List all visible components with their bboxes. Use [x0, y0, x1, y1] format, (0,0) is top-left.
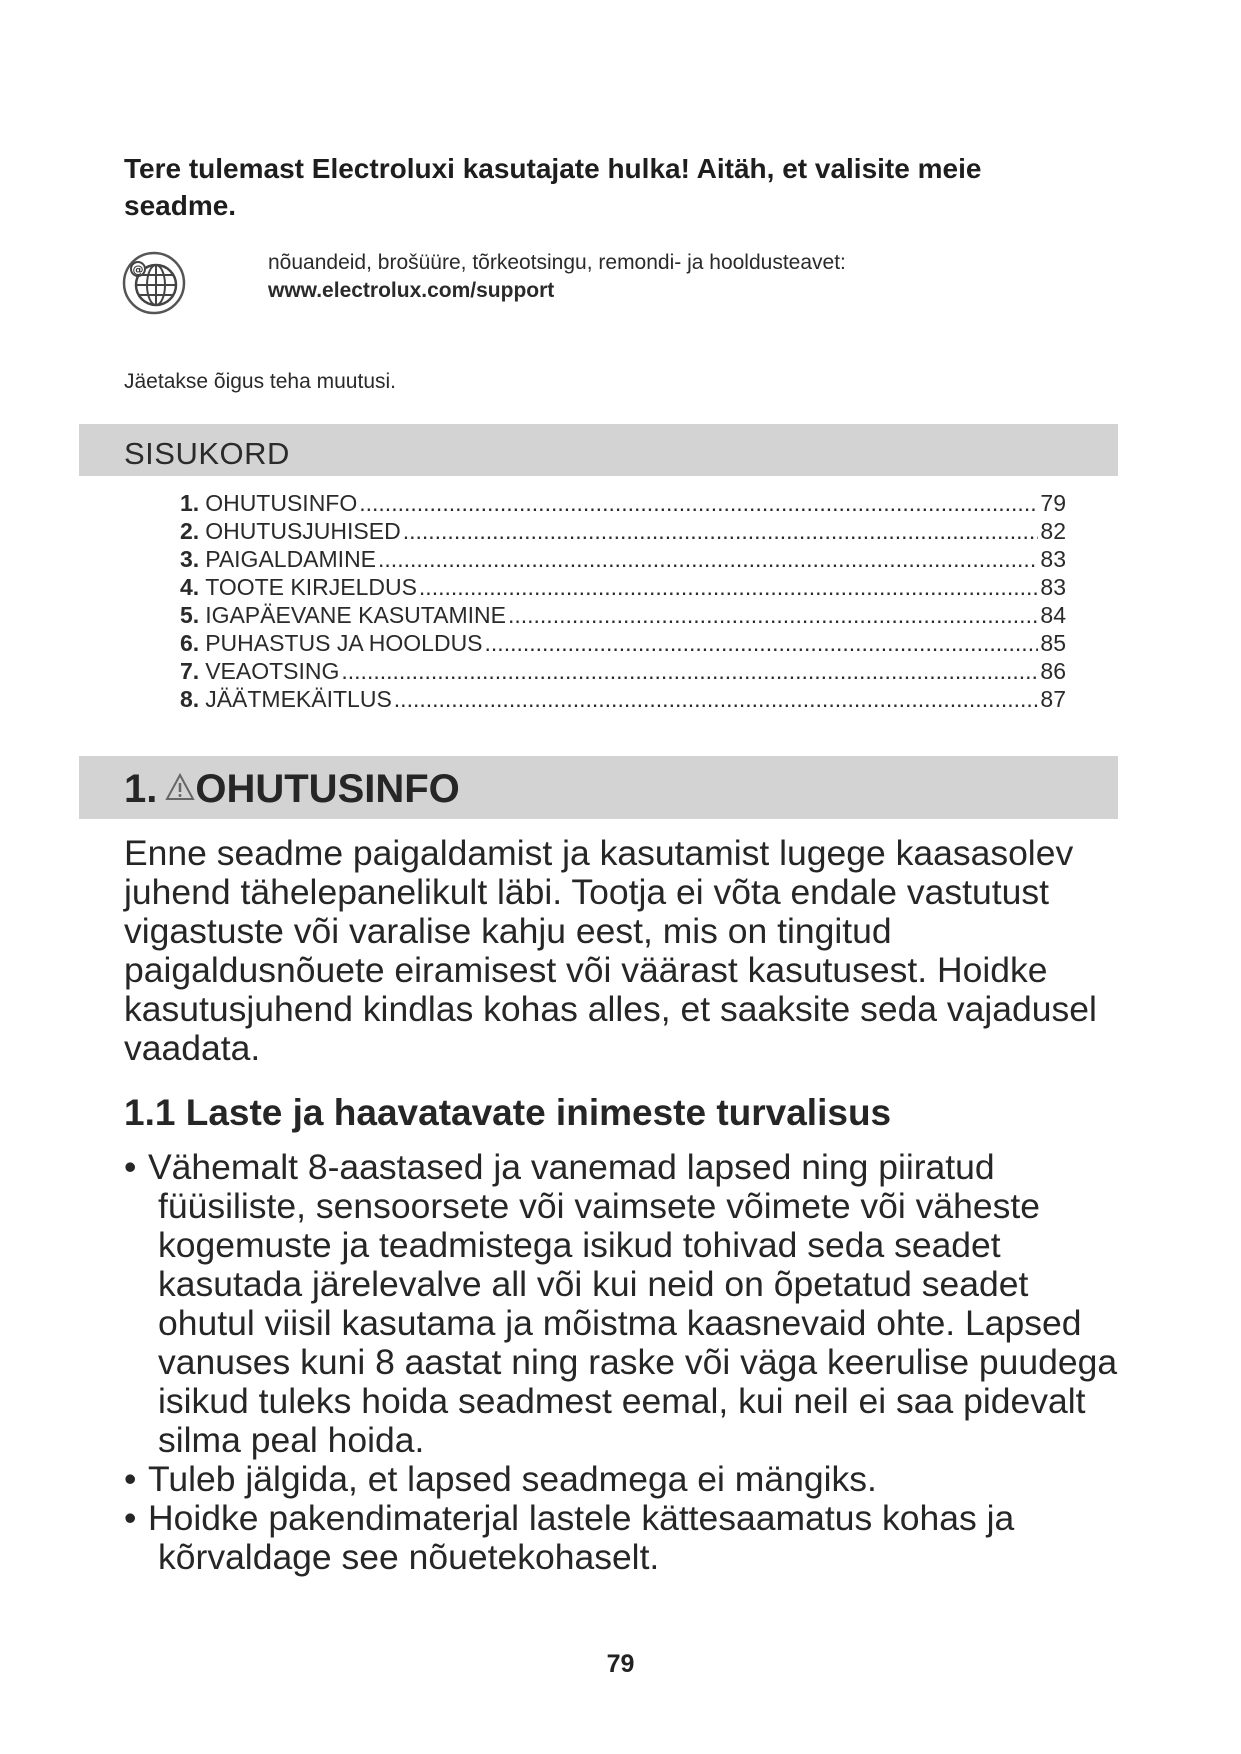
toc-item-page: 83 — [1040, 574, 1066, 600]
toc-item-label: JÄÄTMEKÄITLUS — [205, 686, 392, 712]
toc-item-number: 7. — [180, 658, 200, 684]
toc-leader — [359, 490, 1038, 517]
toc-item[interactable] — [180, 546, 1066, 574]
page-number: 79 — [606, 1650, 635, 1678]
section-number: 1. — [124, 767, 158, 811]
toc-item[interactable] — [180, 518, 1066, 546]
toc-item-page: 79 — [1040, 490, 1066, 516]
safety-bullet-list — [124, 1148, 1124, 1577]
support-description: nõuandeid, brošüüre, tõrkeotsingu, remondi- ja hooldusteavet: — [268, 251, 846, 274]
toc-item-label: OHUTUSJUHISED — [205, 518, 401, 544]
toc-item-number: 3. — [180, 546, 200, 572]
toc-leader — [378, 546, 1038, 573]
list-item: • Vähemalt 8-aastased ja vanemad lapsed ning piiratud füüsiliste, sensoorsete või vaimsete võimete või väheste kogemuste ja teadmistega isikud tohivad seda seadet kasutada järelevalve all või kui neid on õpetatud seadet ohutul viisil kasutama ja mõistma kaasnevaid ohte. Lapsed vanuses kuni 8 aastat ning raske või väga keerulise puudega isikud tuleks hoida seadmest eemal, kui neil ei saa pidevalt silma peal hoida. — [124, 1147, 1118, 1460]
welcome-heading: Tere tulemast Electroluxi kasutajate hulka! Aitäh, et valisite meie seadme. — [124, 153, 982, 221]
rights-notice: Jäetakse õigus teha muutusi. — [124, 370, 396, 393]
toc-item-label: PAIGALDAMINE — [205, 546, 377, 572]
list-item: • Hoidke pakendimaterjal lastele kättesaamatus kohas ja kõrvaldage see nõuetekohaselt. — [124, 1498, 1015, 1577]
toc-item-page: 85 — [1040, 630, 1066, 656]
toc-item[interactable] — [180, 658, 1066, 686]
toc-item[interactable] — [180, 630, 1066, 658]
toc-item-page: 84 — [1040, 602, 1066, 628]
toc-leader — [341, 658, 1038, 685]
toc-leader — [419, 574, 1038, 601]
list-item-text: Hoidke pakendimaterjal lastele kättesaamatus kohas ja kõrvaldage see nõuetekohaselt. — [148, 1498, 1015, 1577]
toc-item-number: 5. — [180, 602, 200, 628]
toc-item-number: 6. — [180, 630, 200, 656]
toc-item[interactable] — [180, 574, 1066, 602]
toc-item-number: 2. — [180, 518, 200, 544]
toc-leader — [403, 518, 1039, 545]
toc-leader — [508, 602, 1038, 629]
toc-header-bar — [79, 424, 1118, 476]
toc-item-number: 1. — [180, 490, 200, 516]
toc-item-page: 87 — [1040, 686, 1066, 712]
toc-item[interactable] — [180, 602, 1066, 630]
list-item-text: Vähemalt 8-aastased ja vanemad lapsed ning piiratud füüsiliste, sensoorsete või vaimsete võimete või väheste kogemuste ja teadmistega isikud tohivad seda seadet kasutada järelevalve all või kui neid on õpetatud seadet ohutul viisil kasutama ja mõistma kaasnevaid ohte. Lapsed vanuses kuni 8 aastat ning raske või väga keerulise puudega isikud tuleks hoida seadmest eemal, kui neil ei saa pidevalt silma peal hoida. — [148, 1147, 1118, 1460]
toc-leader — [485, 630, 1039, 657]
toc-item[interactable] — [180, 490, 1066, 518]
toc-item-page: 86 — [1040, 658, 1066, 684]
toc-item-label: OHUTUSINFO — [205, 490, 358, 516]
toc-item[interactable] — [180, 686, 1066, 714]
toc-item-page: 82 — [1040, 518, 1066, 544]
table-of-contents — [180, 490, 1066, 714]
svg-text:@: @ — [132, 263, 144, 276]
toc-title: SISUKORD — [124, 436, 290, 471]
toc-item-label: PUHASTUS JA HOOLDUS — [205, 630, 483, 656]
toc-item-label: TOOTE KIRJELDUS — [205, 574, 417, 600]
toc-item-label: VEAOTSING — [205, 658, 340, 684]
section-title-text: OHUTUSINFO — [195, 767, 460, 811]
toc-leader — [394, 686, 1039, 713]
toc-item-label: IGAPÄEVANE KASUTAMINE — [205, 602, 506, 628]
support-link[interactable]: www.electrolux.com/support — [268, 279, 555, 302]
warning-icon — [165, 773, 195, 801]
globe-web-icon — [121, 250, 187, 316]
toc-item-page: 83 — [1040, 546, 1066, 572]
list-item: • Tuleb jälgida, et lapsed seadmega ei mängiks. — [124, 1459, 877, 1499]
toc-item-number: 4. — [180, 574, 200, 600]
toc-item-number: 8. — [180, 686, 200, 712]
section-title — [124, 767, 460, 812]
subsection-heading: 1.1 Laste ja haavatavate inimeste turvalisus — [124, 1092, 892, 1133]
list-item-text: Tuleb jälgida, et lapsed seadmega ei mängiks. — [148, 1459, 877, 1499]
section-header-bar — [79, 756, 1118, 819]
intro-paragraph: Enne seadme paigaldamist ja kasutamist lugege kaasasolev juhend tähelepanelikult läbi. Tootja ei võta endale vastutust vigastuste või varalise kahju eest, mis on tingitud paigaldusnõuete eiramisest või väärast kasutusest. Hoidke kasutusjuhend kindlas kohas alles, et saaksite seda vajadusel vaadata. — [124, 833, 1097, 1068]
